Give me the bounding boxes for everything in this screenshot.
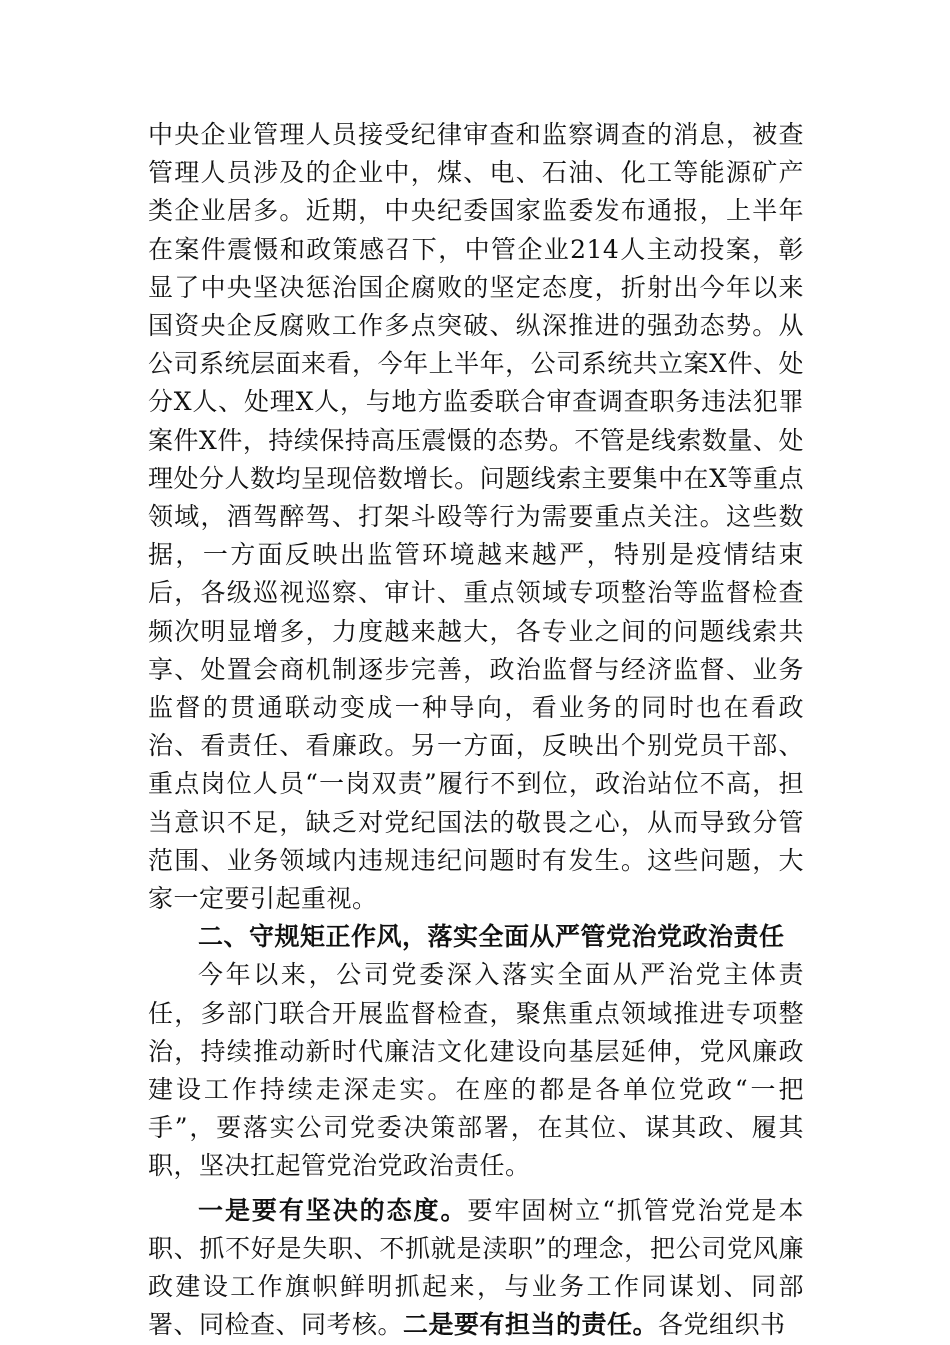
paragraph-requirements [148, 1192, 804, 1345]
point-2-text: 各党组织书 [658, 1310, 786, 1340]
bold-point-1: 一是要有坚决的态度。 [198, 1195, 468, 1225]
section-heading-2: 二、守规矩正作风，落实全面从严管党治党政治责任 [198, 922, 785, 952]
paragraph-party-responsibility: 今年以来，公司党委深入落实全面从严治党主体责任，多部门联合开展监督检查，聚焦重点领域推进专项整治，持续推动新时代廉洁文化建设向基层延伸，党风廉政建设工作持续走深走实。在座的都是各单位党政“一把手”，要落实公司党委决策部署，在其位、谋其政、履其职，坚决扛起管党治党政治责任。 [148, 960, 804, 1181]
bold-point-2: 二是要有担当的责任。 [403, 1310, 659, 1340]
point-1-text: 要牢固树立“抓管党治党是本职、抓不好是失职、不抓就是渎职”的理念，把公司党风廉政建设工作旗帜鲜明抓起来，与业务工作同谋划、同部署、同检查、同考核。 [148, 1195, 804, 1340]
document-body [148, 116, 804, 1345]
paragraph-case-statistics: 中央企业管理人员接受纪律审查和监察调查的消息，被查管理人员涉及的企业中，煤、电、石油、化工等能源矿产类企业居多。近期，中央纪委国家监委发布通报，上半年在案件震慑和政策感召下，中管企业214人主动投案，彰显了中央坚决惩治国企腐败的坚定态度，折射出今年以来国资央企反腐败工作多点突破、纵深推进的强劲态势。从公司系统层面来看，今年上半年，公司系统共立案X件、处分X人、处理X人，与地方监委联合审查调查职务违法犯罪案件X件，持续保持高压震慑的态势。不管是线索数量、处理处分人数均呈现倍数增长。问题线索主要集中在X等重点领域，酒驾醉驾、打架斗殴等行为需要重点关注。这些数据，一方面反映出监管环境越来越严，特别是疫情结束后，各级巡视巡察、审计、重点领域专项整治等监督检查频次明显增多，力度越来越大，各专业之间的问题线索共享、处置会商机制逐步完善，政治监督与经济监督、业务监督的贯通联动变成一种导向，看业务的同时也在看政治、看责任、看廉政。另一方面，反映出个别党员干部、重点岗位人员“一岗双责”履行不到位，政治站位不高，担当意识不足，缺乏对党纪国法的敬畏之心，从而导致分管范围、业务领域内违规违纪问题时有发生。这些问题，大家一定要引起重视。 [148, 120, 804, 914]
